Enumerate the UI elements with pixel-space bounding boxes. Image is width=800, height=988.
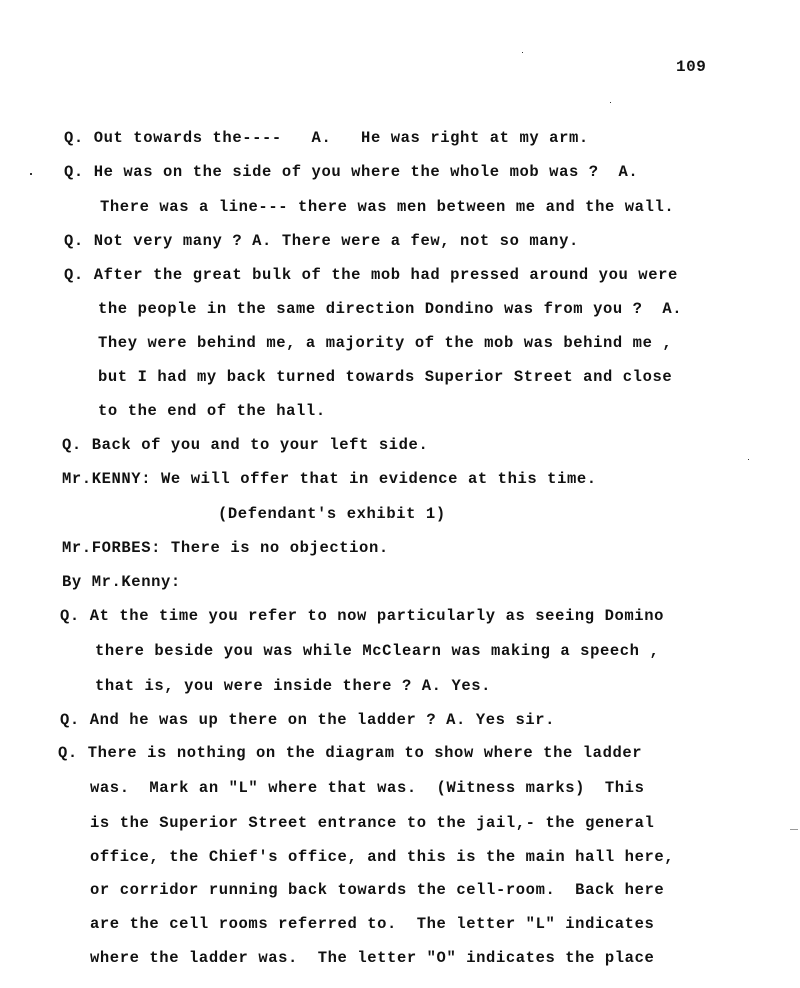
transcript-line: office, the Chief's office, and this is the main hall here, bbox=[90, 848, 675, 866]
transcript-line: Q. Out towards the---- A. He was right at my arm. bbox=[64, 129, 589, 147]
scan-speck bbox=[30, 173, 32, 175]
transcript-line: Q. At the time you refer to now particularly as seeing Domino bbox=[60, 607, 664, 625]
transcript-line: There was a line--- there was men between me and the wall. bbox=[100, 198, 675, 216]
transcript-line: but I had my back turned towards Superior Street and close bbox=[98, 368, 673, 386]
transcript-line: Q. Not very many ? A. There were a few, not so many. bbox=[64, 232, 579, 250]
scan-speck bbox=[790, 829, 798, 830]
transcript-line: or corridor running back towards the cell-room. Back here bbox=[90, 881, 665, 899]
transcript-line: Q. He was on the side of you where the whole mob was ? A. bbox=[64, 163, 639, 181]
scan-speck bbox=[522, 52, 523, 53]
speaker-line: Mr.FORBES: There is no objection. bbox=[62, 539, 389, 557]
transcript-line: are the cell rooms referred to. The letter "L" indicates bbox=[90, 915, 655, 933]
transcript-line: was. Mark an "L" where that was. (Witness marks) This bbox=[90, 779, 645, 797]
transcript-line: is the Superior Street entrance to the jail,- the general bbox=[90, 814, 655, 832]
transcript-line: They were behind me, a majority of the mob was behind me , bbox=[98, 334, 673, 352]
examiner-heading: By Mr.Kenny: bbox=[62, 573, 181, 591]
scan-speck bbox=[748, 459, 749, 460]
transcript-line: that is, you were inside there ? A. Yes. bbox=[95, 677, 492, 695]
exhibit-note: (Defendant's exhibit 1) bbox=[218, 505, 446, 523]
transcript-line: there beside you was while McClearn was making a speech , bbox=[95, 642, 660, 660]
speaker-line: Mr.KENNY: We will offer that in evidence at this time. bbox=[62, 470, 597, 488]
transcript-line: the people in the same direction Dondino was from you ? A. bbox=[98, 300, 683, 318]
transcript-line: Q. And he was up there on the ladder ? A. Yes sir. bbox=[60, 711, 556, 729]
transcript-line: to the end of the hall. bbox=[98, 402, 326, 420]
transcript-line: Q. There is nothing on the diagram to show where the ladder bbox=[58, 744, 643, 762]
transcript-line: Q. Back of you and to your left side. bbox=[62, 436, 429, 454]
scan-speck bbox=[610, 102, 611, 103]
transcript-line: where the ladder was. The letter "O" indicates the place bbox=[90, 949, 655, 967]
transcript-line: Q. After the great bulk of the mob had pressed around you were bbox=[64, 266, 678, 284]
page-number: 109 bbox=[676, 58, 707, 76]
